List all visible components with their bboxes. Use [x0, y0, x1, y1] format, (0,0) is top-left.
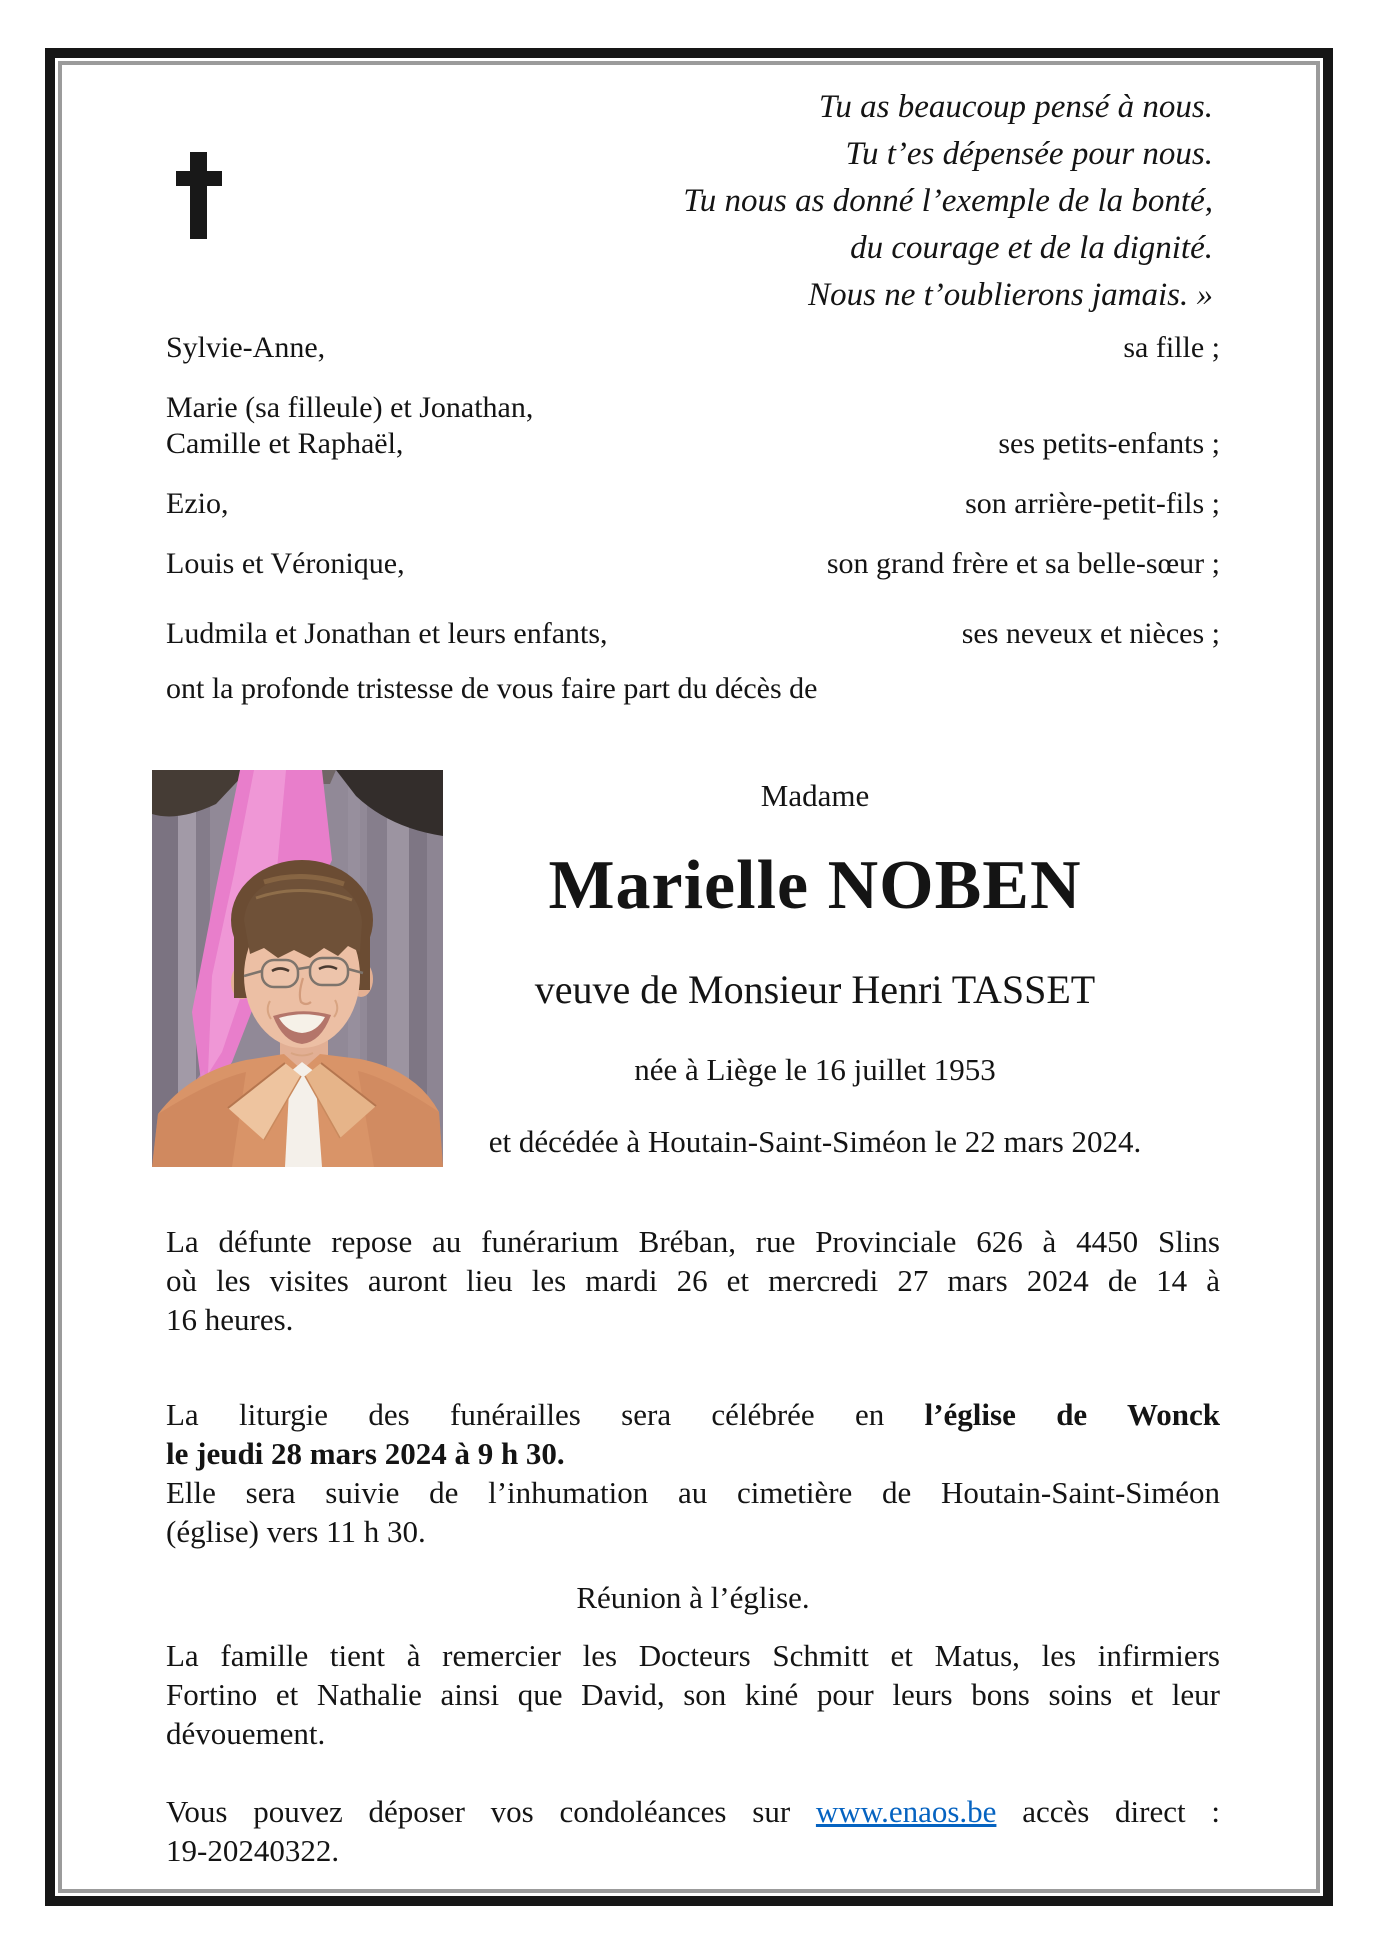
paragraph-condolences: [166, 1792, 1220, 1870]
family-role: sa fille ;: [1123, 331, 1220, 364]
announcement-intro: ont la profonde tristesse de vous faire part du décès de: [166, 672, 818, 705]
family-names: Ludmila et Jonathan et leurs enfants,: [166, 617, 608, 650]
family-names: Marie (sa filleule) et Jonathan,: [166, 391, 534, 424]
quote-line: Tu t’es dépensée pour nous.: [845, 136, 1213, 172]
cross-icon: [176, 152, 222, 239]
reunion-line: Réunion à l’église.: [576, 1580, 810, 1615]
family-names: Louis et Véronique,: [166, 547, 405, 580]
quote-line: du courage et de la dignité.: [850, 230, 1213, 266]
family-names: Camille et Raphaël,: [166, 427, 404, 460]
family-role: son grand frère et sa belle-sœur ;: [826, 547, 1220, 580]
paragraph-thanks: [166, 1636, 1220, 1753]
family-row: [166, 486, 1220, 522]
family-role: ses neveux et nièces ;: [961, 617, 1220, 650]
family-row: [166, 330, 1220, 366]
enaos-link[interactable]: www.enaos.be: [815, 1794, 997, 1829]
family-role: ses petits-enfants ;: [998, 427, 1220, 460]
paragraph-line: La liturgie des funérailles sera célébrée en l’église de Wonck: [166, 1397, 1221, 1432]
paragraph-line: où les visites auront lieu les mardi 26 et mercredi 27 mars 2024 de 14 à: [166, 1263, 1220, 1298]
paragraph-line: La famille tient à remercier les Docteurs Schmitt et Matus, les infirmiers: [166, 1638, 1220, 1673]
liturgy-church-bold: l’église de Wonck: [924, 1397, 1221, 1432]
paragraph-line: dévouement.: [166, 1716, 326, 1751]
paragraph-line: Elle sera suivie de l’inhumation au cimetière de Houtain-Saint-Siméon: [166, 1475, 1220, 1510]
memorial-quote: [683, 84, 1213, 319]
family-row: [166, 390, 1220, 462]
deceased-death: et décédée à Houtain-Saint-Siméon le 22 mars 2024.: [488, 1124, 1142, 1159]
quote-line: Tu as beaucoup pensé à nous.: [818, 89, 1213, 125]
paragraph-line: 16 heures.: [166, 1302, 294, 1337]
quote-line: Nous ne t’oublierons jamais. »: [808, 277, 1213, 313]
paragraph-line: Fortino et Nathalie ainsi que David, son kiné pour leurs bons soins et leur: [166, 1677, 1220, 1712]
paragraph-line: (église) vers 11 h 30.: [166, 1514, 426, 1549]
deceased-widow-of: veuve de Monsieur Henri TASSET: [534, 967, 1096, 1012]
family-names: Sylvie-Anne,: [166, 331, 326, 364]
deceased-birth: née à Liège le 16 juillet 1953: [634, 1052, 996, 1087]
family-names: Ezio,: [166, 487, 229, 520]
paragraph-line: La défunte repose au funérarium Bréban, rue Provinciale 626 à 4450 Slins: [166, 1224, 1220, 1259]
family-role: son arrière-petit-fils ;: [965, 487, 1220, 520]
deceased-title: Madame: [760, 778, 870, 813]
family-row: [166, 546, 1220, 582]
deceased-name: Marielle NOBEN: [548, 847, 1082, 924]
family-row: [166, 616, 1220, 652]
paragraph-liturgy: [166, 1395, 1220, 1551]
paragraph-repose: [166, 1222, 1220, 1339]
quote-line: Tu nous as donné l’exemple de la bonté,: [683, 183, 1213, 219]
condolence-code: 19-20240322.: [166, 1833, 340, 1868]
portrait-photo: [152, 770, 443, 1167]
liturgy-date-bold: le jeudi 28 mars 2024 à 9 h 30.: [166, 1436, 565, 1471]
paragraph-line: Vous pouvez déposer vos condoléances sur www.enaos.be accès direct :: [166, 1794, 1221, 1829]
